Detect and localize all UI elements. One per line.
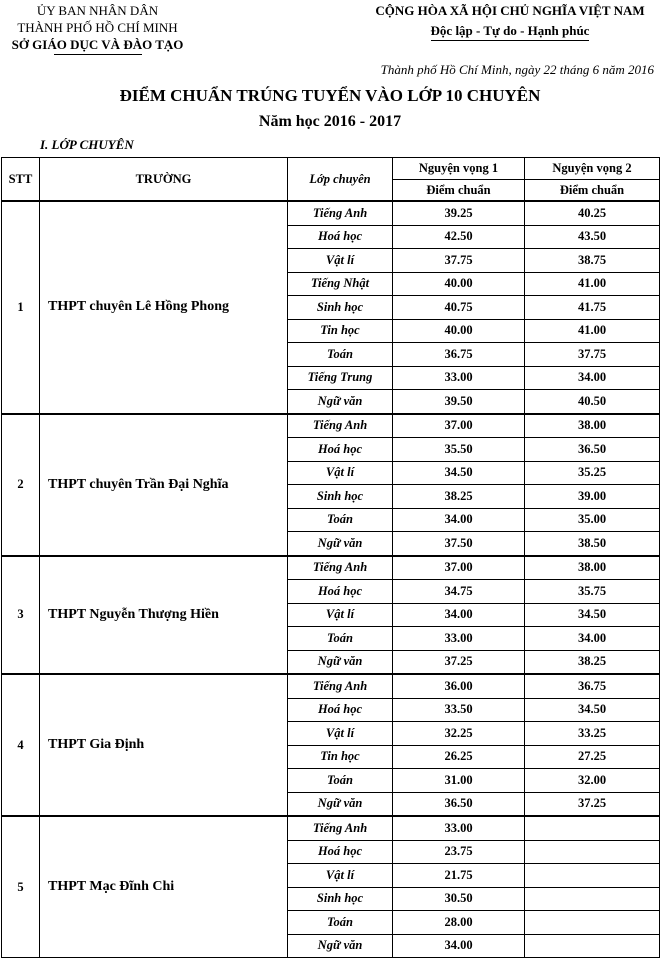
- nv2-score-cell: 33.25: [525, 722, 660, 746]
- nv2-score-cell: 38.50: [525, 532, 660, 556]
- school-group: [2, 556, 660, 675]
- nv1-score-cell: 39.50: [393, 390, 525, 414]
- nv2-score-cell: 38.75: [525, 249, 660, 273]
- stt-cell: 3: [2, 556, 40, 675]
- school-group: [2, 816, 660, 958]
- subject-cell: Vật lí: [288, 722, 393, 746]
- nv2-score-cell: [525, 840, 660, 864]
- nv2-score-cell: [525, 864, 660, 888]
- nv1-score-cell: 38.25: [393, 485, 525, 509]
- subject-cell: Hoá học: [288, 840, 393, 864]
- nv1-score-cell: 34.75: [393, 580, 525, 604]
- nv2-score-cell: 35.25: [525, 461, 660, 485]
- nv2-score-cell: [525, 887, 660, 911]
- nv2-score-cell: 38.00: [525, 556, 660, 580]
- subject-cell: Sinh học: [288, 485, 393, 509]
- subject-cell: Hoá học: [288, 580, 393, 604]
- nv1-score-cell: 33.50: [393, 698, 525, 722]
- stt-cell: 4: [2, 674, 40, 816]
- col-nv2-header: Nguyện vọng 2: [525, 158, 660, 180]
- score-table: [1, 157, 660, 958]
- school-name-cell: THPT Gia Định: [40, 674, 288, 816]
- nv1-score-cell: 37.00: [393, 414, 525, 438]
- nation-header: [360, 2, 660, 41]
- subject-cell: Hoá học: [288, 698, 393, 722]
- nv2-score-cell: 41.00: [525, 319, 660, 343]
- subject-cell: Tiếng Trung: [288, 366, 393, 390]
- subject-cell: Vật lí: [288, 249, 393, 273]
- col-stt-header: STT: [2, 158, 40, 202]
- nv2-score-cell: 41.75: [525, 296, 660, 320]
- school-name-cell: THPT Mạc Đĩnh Chi: [40, 816, 288, 958]
- nv1-score-cell: 34.00: [393, 603, 525, 627]
- subject-cell: Toán: [288, 769, 393, 793]
- nv1-score-cell: 33.00: [393, 816, 525, 840]
- subject-cell: Toán: [288, 508, 393, 532]
- subject-cell: Ngữ văn: [288, 650, 393, 674]
- nv2-score-cell: 34.00: [525, 366, 660, 390]
- nv1-score-cell: 34.50: [393, 461, 525, 485]
- table-row: [2, 816, 660, 840]
- table-row: [2, 201, 660, 225]
- subject-cell: Toán: [288, 627, 393, 651]
- agency-department: SỞ GIÁO DỤC VÀ ĐÀO TẠO: [11, 37, 184, 52]
- nv2-score-cell: 37.75: [525, 343, 660, 367]
- subject-cell: Ngữ văn: [288, 390, 393, 414]
- nv2-score-cell: 39.00: [525, 485, 660, 509]
- subject-cell: Tiếng Anh: [288, 414, 393, 438]
- table-row: [2, 556, 660, 580]
- nation-name: CỘNG HÒA XÃ HỘI CHỦ NGHĨA VIỆT NAM: [375, 3, 645, 18]
- nv1-score-cell: 28.00: [393, 911, 525, 935]
- nv1-score-cell: 33.00: [393, 366, 525, 390]
- school-name-cell: THPT Nguyễn Thượng Hiền: [40, 556, 288, 675]
- nv1-score-cell: 33.00: [393, 627, 525, 651]
- nv2-score-cell: 36.50: [525, 438, 660, 462]
- school-group: [2, 674, 660, 816]
- nv2-score-cell: 34.50: [525, 603, 660, 627]
- nv2-score-cell: 38.25: [525, 650, 660, 674]
- school-year: Năm học 2016 - 2017: [258, 113, 402, 130]
- nv1-score-cell: 39.25: [393, 201, 525, 225]
- nv1-score-cell: 40.75: [393, 296, 525, 320]
- nv2-score-cell: 43.50: [525, 225, 660, 249]
- subject-cell: Tin học: [288, 745, 393, 769]
- subject-cell: Vật lí: [288, 864, 393, 888]
- nv2-score-cell: 27.25: [525, 745, 660, 769]
- nv1-score-cell: 36.75: [393, 343, 525, 367]
- nv2-score-cell: 32.00: [525, 769, 660, 793]
- stt-cell: 5: [2, 816, 40, 958]
- nv2-score-cell: 36.75: [525, 674, 660, 698]
- nv1-score-cell: 32.25: [393, 722, 525, 746]
- nv2-score-cell: 40.25: [525, 201, 660, 225]
- agency-underline: [54, 54, 142, 55]
- table-row: [2, 414, 660, 438]
- nv2-score-cell: [525, 816, 660, 840]
- nv1-score-cell: 42.50: [393, 225, 525, 249]
- nv1-score-cell: 37.50: [393, 532, 525, 556]
- school-name-cell: THPT chuyên Lê Hồng Phong: [40, 201, 288, 414]
- nv1-score-cell: 34.00: [393, 934, 525, 958]
- col-school-header: TRƯỜNG: [40, 158, 288, 202]
- nv1-score-cell: 35.50: [393, 438, 525, 462]
- subject-cell: Ngữ văn: [288, 792, 393, 816]
- subject-cell: Toán: [288, 911, 393, 935]
- nv1-score-cell: 36.50: [393, 792, 525, 816]
- subject-cell: Hoá học: [288, 438, 393, 462]
- school-name-cell: THPT chuyên Trần Đại Nghĩa: [40, 414, 288, 556]
- nv1-score-cell: 26.25: [393, 745, 525, 769]
- dateline: Thành phố Hồ Chí Minh, ngày 22 tháng 6 năm 2016: [380, 62, 654, 77]
- stt-cell: 1: [2, 201, 40, 414]
- nv1-score-cell: 40.00: [393, 272, 525, 296]
- nv1-score-cell: 34.00: [393, 508, 525, 532]
- subject-cell: Tiếng Anh: [288, 201, 393, 225]
- nv2-score-cell: 38.00: [525, 414, 660, 438]
- subject-cell: Vật lí: [288, 603, 393, 627]
- stt-cell: 2: [2, 414, 40, 556]
- col-class-header: Lớp chuyên: [288, 158, 393, 202]
- nv1-score-cell: 37.00: [393, 556, 525, 580]
- nv2-score-cell: 34.50: [525, 698, 660, 722]
- nv2-score-cell: 34.00: [525, 627, 660, 651]
- subject-cell: Tiếng Anh: [288, 816, 393, 840]
- nv2-score-cell: 41.00: [525, 272, 660, 296]
- score-table-header: [2, 158, 660, 202]
- nv1-score-cell: 30.50: [393, 887, 525, 911]
- subject-cell: Sinh học: [288, 887, 393, 911]
- subject-cell: Tiếng Nhật: [288, 272, 393, 296]
- subject-cell: Sinh học: [288, 296, 393, 320]
- nv1-score-cell: 37.25: [393, 650, 525, 674]
- nv2-score-cell: 35.00: [525, 508, 660, 532]
- nv1-score-cell: 36.00: [393, 674, 525, 698]
- subject-cell: Vật lí: [288, 461, 393, 485]
- agency-header: [0, 2, 195, 55]
- nv2-score-cell: 35.75: [525, 580, 660, 604]
- section-heading: I. LỚP CHUYÊN: [40, 137, 134, 152]
- nation-motto: Độc lập - Tự do - Hạnh phúc: [431, 22, 590, 41]
- subject-cell: Tin học: [288, 319, 393, 343]
- agency-line-1: ỦY BAN NHÂN DÂN: [36, 3, 159, 18]
- subject-cell: Ngữ văn: [288, 934, 393, 958]
- col-score2-header: Điểm chuẩn: [525, 180, 660, 202]
- col-score1-header: Điểm chuẩn: [393, 180, 525, 202]
- subject-cell: Ngữ văn: [288, 532, 393, 556]
- subject-cell: Hoá học: [288, 225, 393, 249]
- nv1-score-cell: 37.75: [393, 249, 525, 273]
- col-nv1-header: Nguyện vọng 1: [393, 158, 525, 180]
- nv2-score-cell: [525, 911, 660, 935]
- table-row: [2, 674, 660, 698]
- agency-line-2: THÀNH PHỐ HỒ CHÍ MINH: [17, 20, 178, 35]
- nv1-score-cell: 21.75: [393, 864, 525, 888]
- nv1-score-cell: 40.00: [393, 319, 525, 343]
- subject-cell: Toán: [288, 343, 393, 367]
- school-group: [2, 201, 660, 414]
- nv2-score-cell: 40.50: [525, 390, 660, 414]
- nv1-score-cell: 23.75: [393, 840, 525, 864]
- nv1-score-cell: 31.00: [393, 769, 525, 793]
- school-group: [2, 414, 660, 556]
- subject-cell: Tiếng Anh: [288, 556, 393, 580]
- nv2-score-cell: 37.25: [525, 792, 660, 816]
- subject-cell: Tiếng Anh: [288, 674, 393, 698]
- document-title: ĐIỂM CHUẨN TRÚNG TUYỂN VÀO LỚP 10 CHUYÊN: [119, 86, 541, 105]
